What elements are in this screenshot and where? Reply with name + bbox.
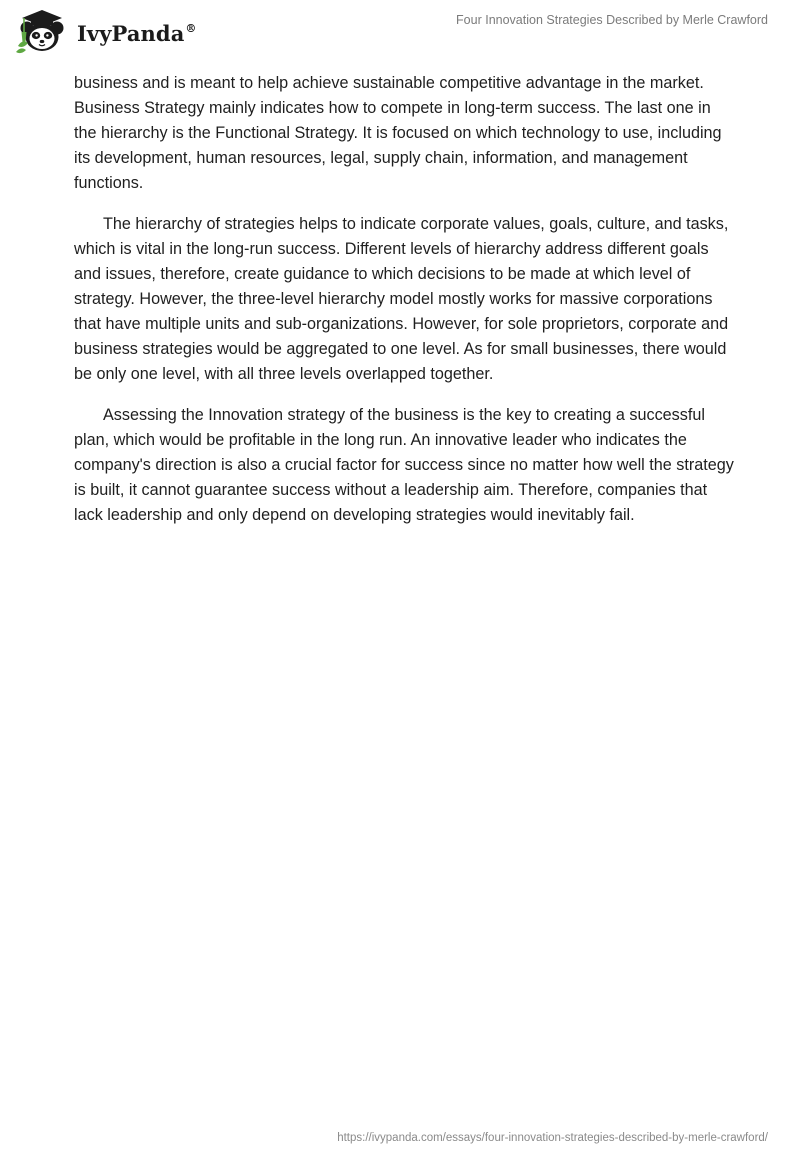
source-url[interactable]: https://ivypanda.com/essays/four-innovation-strategies-described-by-merle-crawford/ (337, 1132, 768, 1144)
paragraph: Assessing the Innovation strategy of the business is the key to creating a successful plan, which would be profitable in the long run. An innovative leader who indicates the company's direction is also a crucial factor for success since no matter how well the strategy is built, it cannot guarantee success without a leadership aim. Therefore, companies that lack leadership and only depend on developing strategies would inevitably fail. (74, 406, 734, 524)
paragraph: The hierarchy of strategies helps to indicate corporate values, goals, culture, and tasks, which is vital in the long-run success. Different levels of hierarchy address different goals and issues, therefore, create guidance to which decisions to be made at which level of strategy. However, the three-level hierarchy model mostly works for massive corporations that have multiple units and sub-organizations. However, for sole proprietors, corporate and business strategies would be aggregated to one level. As for small businesses, there would be only one level, with all three levels overlapped together. (74, 215, 729, 383)
ivypanda-logo[interactable] (14, 8, 197, 54)
page-header (0, 0, 800, 64)
logo-wordmark: IvyPanda® (77, 20, 197, 46)
panda-graduate-icon (14, 8, 72, 54)
paragraph: business and is meant to help achieve sustainable competitive advantage in the market. Business Strategy mainly indicates how to compete in long-term success. The last one in the hierarchy is the Functional Strategy. It is focused on which technology to use, including its development, human resources, legal, supply chain, information, and management functions. (74, 74, 722, 192)
essay-body (74, 71, 734, 544)
document-title: Four Innovation Strategies Described by Merle Crawford (456, 13, 768, 27)
